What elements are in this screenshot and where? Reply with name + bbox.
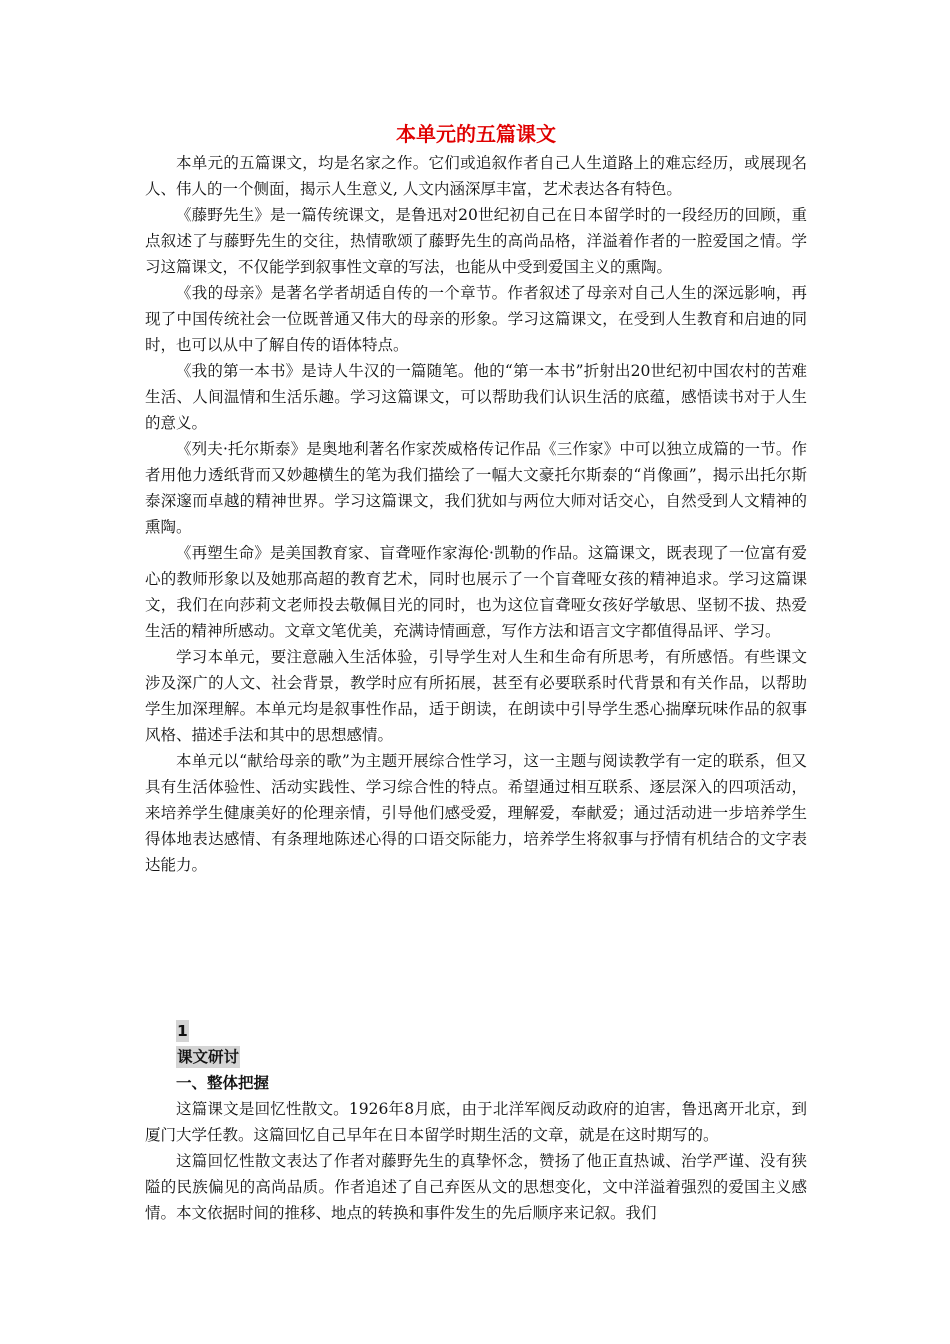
document-title: 本单元的五篇课文 (396, 122, 556, 146)
paragraph-study-guide: 学习本单元，要注意融入生活体验，引导学生对人生和生命有所思考，有所感悟。有些课文涉及深广的人文、社会背景，教学时应有所拓展，甚至有必要联系时代背景和有关作品，以帮助学生加深理解。本单元均是叙事性作品，适于朗读，在朗读中引导学生悉心揣摩玩味作品的叙事风格、描述手法和其中的思想感情。 (145, 648, 807, 744)
paragraph-reshape-life: 《再塑生命》是美国教育家、盲聋哑作家海伦·凯勒的作品。这篇课文，既表现了一位富有爱心的教师形象以及她那高超的教育艺术，同时也展示了一个盲聋哑女孩的精神追求。学习这篇课文，我们在向莎莉文老师投去敬佩目光的同时，也为这位盲聋哑女孩好学敏思、坚韧不拔、热爱生活的精神所感动。文章文笔优美，充满诗情画意，写作方法和语言文字都值得品评、学习。 (145, 544, 807, 640)
paragraph-mother: 《我的母亲》是著名学者胡适自传的一个章节。作者叙述了母亲对自己人生的深远影响，再现了中国传统社会一位既普通又伟大的母亲的形象。学习这篇课文，在受到人生教育和启迪的同时，也可以从中了解自传的语体特点。 (145, 284, 807, 354)
section-label-row (145, 1044, 807, 1070)
section-paragraph-background: 这篇课文是回忆性散文。1926年8月底，由于北洋军阀反动政府的迫害，鲁迅离开北京，到厦门大学任教。这篇回忆自己早年在日本留学时期生活的文章，就是在这时期写的。 (145, 1100, 807, 1144)
section-label: 课文研讨 (177, 1048, 240, 1066)
paragraph-intro: 本单元的五篇课文，均是名家之作。它们或追叙作者自己人生道路上的难忘经历，或展现名人、伟人的一个侧面，揭示人生意义, 人文内涵深厚丰富，艺术表达各有特色。 (145, 154, 807, 198)
section-paragraph-theme: 这篇回忆性散文表达了作者对藤野先生的真挚怀念，赞扬了他正直热诚、治学严谨、没有狭隘的民族偏见的高尚品质。作者追述了自己弃医从文的思想变化，文中洋溢着强烈的爱国主义感情。本文依据时间的推移、地点的转换和事件发生的先后顺序来记叙。我们 (145, 1152, 807, 1222)
paragraph-tengye: 《藤野先生》是一篇传统课文，是鲁迅对20世纪初自己在日本留学时的一段经历的回顾，重点叙述了与藤野先生的交往，热情歌颂了藤野先生的高尚品格，洋溢着作者的一腔爱国之情。学习这篇课文，不仅能学到叙事性文章的写法，也能从中受到爱国主义的熏陶。 (145, 206, 807, 276)
section-marker-row (145, 1018, 807, 1044)
document-body (145, 120, 807, 878)
paragraph-activity: 本单元以“献给母亲的歌”为主题开展综合性学习，这一主题与阅读教学有一定的联系，但又具有生活体验性、活动实践性、学习综合性的特点。希望通过相互联系、逐层深入的四项活动，来培养学生健康美好的伦理亲情，引导他们感受爱，理解爱，奉献爱；通过活动进一步培养学生得体地表达感情、有条理地陈述心得的口语交际能力，培养学生将叙事与抒情有机结合的文字表达能力。 (145, 752, 807, 874)
paragraph-first-book: 《我的第一本书》是诗人牛汉的一篇随笔。他的“第一本书”折射出20世纪初中国农村的苦难生活、人间温情和生活乐趣。学习这篇课文，可以帮助我们认识生活的底蕴，感悟读书对于人生的意义。 (145, 362, 807, 432)
section-subheading: 一、整体把握 (176, 1074, 270, 1092)
paragraph-tolstoy: 《列夫·托尔斯泰》是奥地利著名作家茨威格传记作品《三作家》中可以独立成篇的一节。作者用他力透纸背而又妙趣横生的笔为我们描绘了一幅大文豪托尔斯泰的“肖像画”，揭示出托尔斯泰深邃而卓越的精神世界。学习这篇课文，我们犹如与两位大师对话交心，自然受到人文精神的熏陶。 (145, 440, 807, 536)
lesson-study-section (145, 1018, 807, 1226)
section-number: 1 (177, 1022, 188, 1040)
